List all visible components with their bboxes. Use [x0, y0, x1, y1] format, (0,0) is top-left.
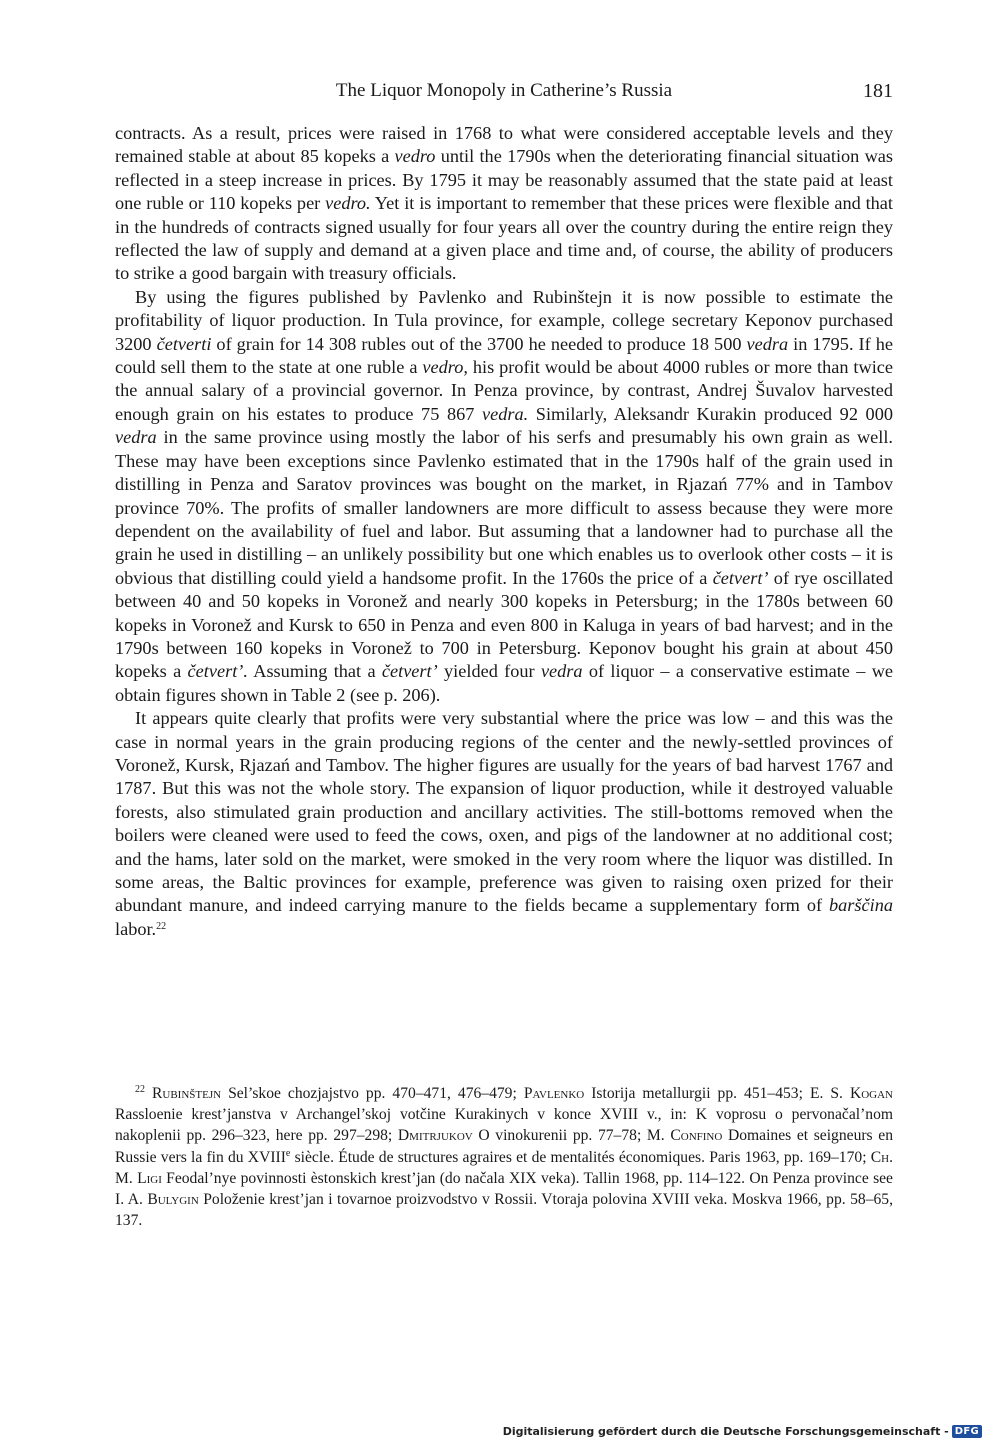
text-run: until the 1790s when the deteriorating financial situation was reflected in a steep increase in prices. By 1795 it may be reasonably assumed that the state paid at least one ruble or 110 kopeks per	[115, 146, 893, 214]
text-run: Položenie krest’jan i tovarnoe proizvodstvo v Rossii. Vtoraja polovina XVIII veka. Moskva 1966, pp. 58–65, 137.	[115, 1191, 893, 1230]
text-run: siècle. Étude de structures agraires et de mentalités économiques. Paris 1963, pp. 169–170;	[290, 1148, 871, 1166]
text-run: Rassloenie krest’janstva v Archangel’skoj votčine Kurakinych v konce XVIII v., in: K voprosu o pervonačal’nom nakoplenii pp. 296–323, here pp. 297–298;	[115, 1106, 893, 1145]
italic-term: vedro	[394, 146, 436, 167]
text-run: O vinokurenii pp. 77–78; M.	[472, 1127, 671, 1145]
footnote-22	[115, 1083, 893, 1231]
text-run: labor.	[115, 918, 157, 939]
dfg-funding-banner	[503, 1425, 982, 1438]
superscript: 22	[135, 1084, 145, 1095]
text-run: By using the figures published by Pavlenko and Rubinštejn it is now possible to estimate the profitability of liquor production. In Tula province, for example, college secretary Keponov purchased 3200	[115, 286, 893, 354]
italic-term: vedra	[540, 661, 583, 682]
text-run: of rye oscillated between 40 and 50 kopeks in Voronež and nearly 300 kopeks in Petersburg; in the 1780s between 60 kopeks in Voronež and Kursk to 650 in Penza and even 800 in Kaluga in years of bad harvest; and in the 1790s between 160 kopeks in Voronež to 700 in Petersburg. Keponov bought his grain at about 450 kopeks a	[115, 567, 894, 682]
paragraph	[115, 286, 893, 707]
text-run: in 1795. If he could sell them to the state at one ruble a	[115, 333, 893, 378]
text-run: in the same province using mostly the labor of his serfs and presumably his own grain as well. These may have been exceptions since Pavlenko estimated that in the 1790s half of the grain used in distilling in Penza and Saratov provinces was bought on the market, in Rjazań 77% and in Tambov province 70%. The profits of smaller landowners are more difficult to assess because they were more dependent on the availability of fuel and labor. But assuming that a landowner had to purchase all the grain he used in distilling – an unlikely possibility but one which enables us to overlook other costs – it is obvious that distilling could yield a handsome profit. In the 1760s the price of a	[115, 427, 893, 588]
text-run: Feodal’nye povinnosti èstonskich krest’jan (do načala XIX veka). Tallin 1968, pp. 114–122. On Penza province see I. A.	[115, 1169, 893, 1209]
italic-term: vedro,	[422, 357, 468, 378]
text-run: Yet it is important to remember that these prices were flexible and that in the hundreds of contracts signed usually for four years all over the country during the entire reign they reflected the law of supply and demand at a given place and time and, of course, the ability of producers to strike a good bargain with treasury officials.	[115, 193, 893, 284]
italic-term: vedra	[746, 333, 789, 354]
text-run: of liquor – a conservative estimate – we obtain figures shown in Table 2 (see p. 206).	[115, 661, 894, 705]
page-number: 181	[863, 80, 893, 102]
italic-term: četvert’	[381, 661, 438, 682]
author-name: Confino	[670, 1127, 723, 1145]
italic-term: vedro.	[325, 193, 371, 214]
running-title: The Liquor Monopoly in Catherine’s Russia	[335, 80, 673, 101]
text-run: Sel’skoe chozjajstvo pp. 470–471, 476–479;	[221, 1085, 524, 1102]
text-run: contracts. As a result, prices were raised in 1768 to what were considered acceptable levels and they remained stable at about 85 kopeks a	[115, 123, 893, 167]
italic-term: četvert’	[712, 567, 769, 588]
author-name: Rubinštejn	[152, 1085, 222, 1102]
text-run: Istorija metallurgii pp. 451–453; E. S.	[584, 1085, 850, 1102]
text-run	[145, 1085, 152, 1102]
footnote-text	[115, 1083, 893, 1231]
text-run: of grain for 14 308 rubles out of the 3700 he needed to produce 18 500	[211, 333, 747, 354]
text-run: Similarly, Aleksandr Kurakin produced 92 000	[528, 403, 893, 424]
paragraph	[115, 122, 893, 286]
body-text	[115, 122, 893, 941]
author-name: Pavlenko	[523, 1085, 585, 1102]
text-run: Assuming that a	[247, 661, 382, 682]
text-run: Domaines et seigneurs en Russie vers la fin du XVIII	[115, 1127, 893, 1166]
dfg-logo: DFG	[952, 1425, 982, 1438]
author-name: Dmitrjukov	[397, 1127, 473, 1145]
text-run: It appears quite clearly that profits were very substantial where the price was low – and this was the case in normal years in the grain producing regions of the center and the newly-settled provinces of Voronež, Kursk, Rjazań and Tambov. The higher figures are usually for the years of bad harvest 1767 and 1787. But this was not the whole story. The expansion of liquor production, while it destroyed valuable forests, also stimulated grain production and ancillary activities. The still-bottoms removed when the boilers were cleaned were used to feed the cows, oxen, and pigs of the landowner at no additional cost; and the hams, later sold on the market, were smoked in the very room where the liquor was distilled. In some areas, the Baltic provinces for example, preference was given to raising oxen prized for their abundant manure, and indeed carrying manure to the fields became a supplementary form of	[115, 708, 893, 916]
running-head	[115, 80, 893, 108]
author-name: Kogan	[849, 1085, 893, 1102]
superscript: 22	[156, 920, 167, 932]
author-name: Bulygin	[147, 1191, 199, 1209]
text-run: yielded four	[437, 661, 541, 682]
text-run: his profit would be about 4000 rubles or more than twice the annual salary of a provincial governor. In Penza province, by contrast, Andrej Šuvalov harvested enough grain on his estates to produce 75 867	[115, 357, 894, 424]
italic-term: četvert’.	[187, 661, 248, 682]
italic-term: vedra	[115, 427, 157, 448]
paragraph	[115, 707, 893, 941]
superscript: e	[285, 1147, 291, 1159]
funding-note: Digitalisierung gefördert durch die Deutsche Forschungsgemeinschaft -	[502, 1425, 949, 1438]
italic-term: barščina	[829, 895, 893, 916]
italic-term: četverti	[156, 333, 212, 354]
author-name: Ch. M. Ligi	[115, 1148, 893, 1187]
italic-term: vedra.	[481, 403, 529, 424]
